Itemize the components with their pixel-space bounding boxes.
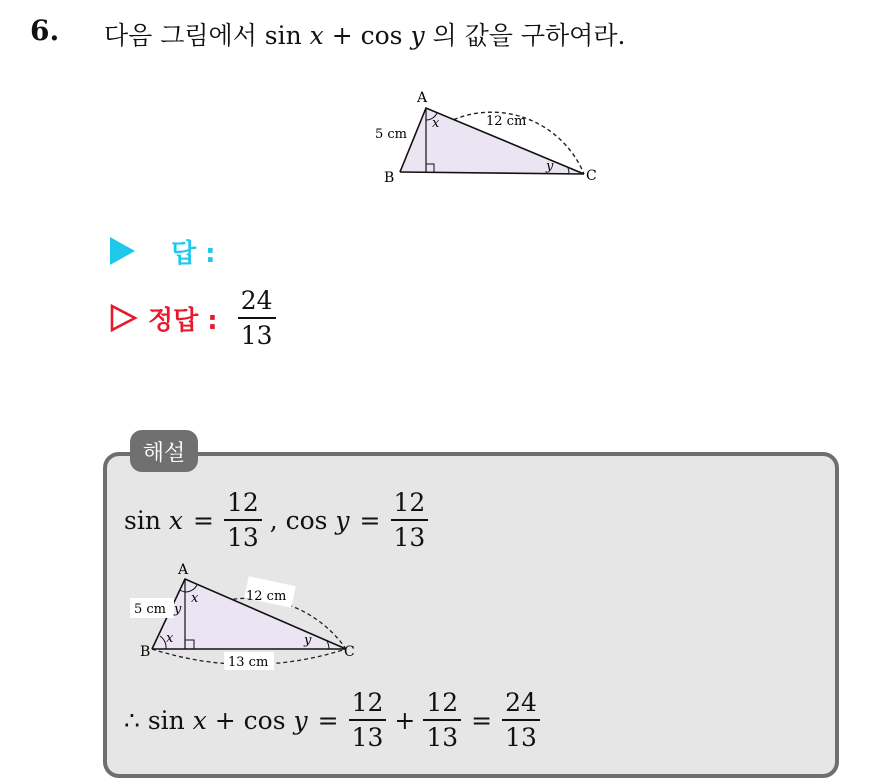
angle-x-label: x [432, 116, 440, 131]
sol-var-x: x [168, 505, 183, 535]
sol-eq-sign-2: = [359, 505, 381, 535]
angle-y-label: y [546, 159, 554, 174]
final-eq-sign-2: = [471, 705, 493, 735]
question-var-y: y [410, 21, 425, 50]
side-ac-label: 12 cm [486, 114, 527, 129]
correct-answer-row [110, 288, 276, 348]
correct-denominator: 13 [238, 317, 276, 348]
solution-final-line [124, 690, 540, 750]
label-c: C [586, 168, 597, 184]
final-mid-text: + cos [206, 705, 294, 735]
correct-answer-label: 정답 : [148, 305, 218, 336]
angle-y-label-bottom: y [304, 633, 312, 648]
correct-answer-fraction [238, 288, 276, 348]
final-frac-3-den: 13 [502, 719, 540, 750]
question-var-x: x [309, 21, 324, 50]
answer-row [110, 236, 216, 269]
final-var-x: x [192, 705, 207, 735]
label-a: A [417, 90, 428, 106]
sol-sin-text: sin [124, 505, 169, 535]
final-var-y: y [293, 705, 308, 735]
solution-triangle-figure [124, 560, 369, 675]
question-text-post: 의 값을 구하여라. [424, 21, 626, 50]
question-text-pre: 다음 그림에서 sin [104, 21, 310, 50]
final-frac-1 [349, 690, 387, 750]
final-frac-3 [502, 690, 540, 750]
sol-frac-2-den: 13 [391, 519, 429, 550]
side-ab-label: 5 cm [375, 127, 408, 142]
question-text-mid: + cos [323, 21, 411, 50]
question-triangle-figure [360, 84, 610, 190]
answer-arrow-icon [110, 237, 135, 265]
sol-frac-1-num: 12 [226, 488, 259, 517]
final-frac-1-num: 12 [351, 688, 384, 717]
question-text [104, 16, 625, 52]
label-b: B [384, 170, 395, 186]
sol-var-y: y [335, 505, 350, 535]
sol-frac-2-num: 12 [393, 488, 426, 517]
answer-label: 답 : [171, 238, 216, 269]
angle-x-label-top: x [191, 591, 199, 606]
solution-line1 [124, 490, 428, 550]
angle-x-label-bottom: x [166, 631, 174, 646]
label-b: B [140, 644, 151, 660]
label-a: A [178, 562, 189, 578]
correct-numerator: 24 [240, 286, 273, 315]
final-eq-sign-1: = [317, 705, 339, 735]
sol-eq-sign-1: = [192, 505, 214, 535]
question-number: 6. [30, 14, 60, 47]
sol-frac-2 [391, 490, 429, 550]
sol-frac-1-den: 13 [224, 519, 262, 550]
label-c: C [344, 644, 355, 660]
side-bc-label: 13 cm [228, 655, 269, 670]
side-ab-label: 5 cm [134, 602, 167, 617]
final-pre-text: ∴ sin [124, 705, 193, 735]
final-frac-1-den: 13 [349, 719, 387, 750]
final-frac-2-num: 12 [426, 688, 459, 717]
solution-tab: 해설 [130, 430, 198, 472]
angle-y-label-top: y [174, 602, 182, 617]
correct-arrow-icon [110, 304, 138, 332]
sol-sep-text: , cos [261, 505, 336, 535]
final-frac-2-den: 13 [423, 719, 461, 750]
sol-frac-1 [224, 490, 262, 550]
side-ac-label: 12 cm [246, 589, 287, 604]
final-frac-3-num: 24 [505, 688, 537, 717]
final-plus-sign: + [394, 705, 416, 735]
final-frac-2 [423, 690, 461, 750]
